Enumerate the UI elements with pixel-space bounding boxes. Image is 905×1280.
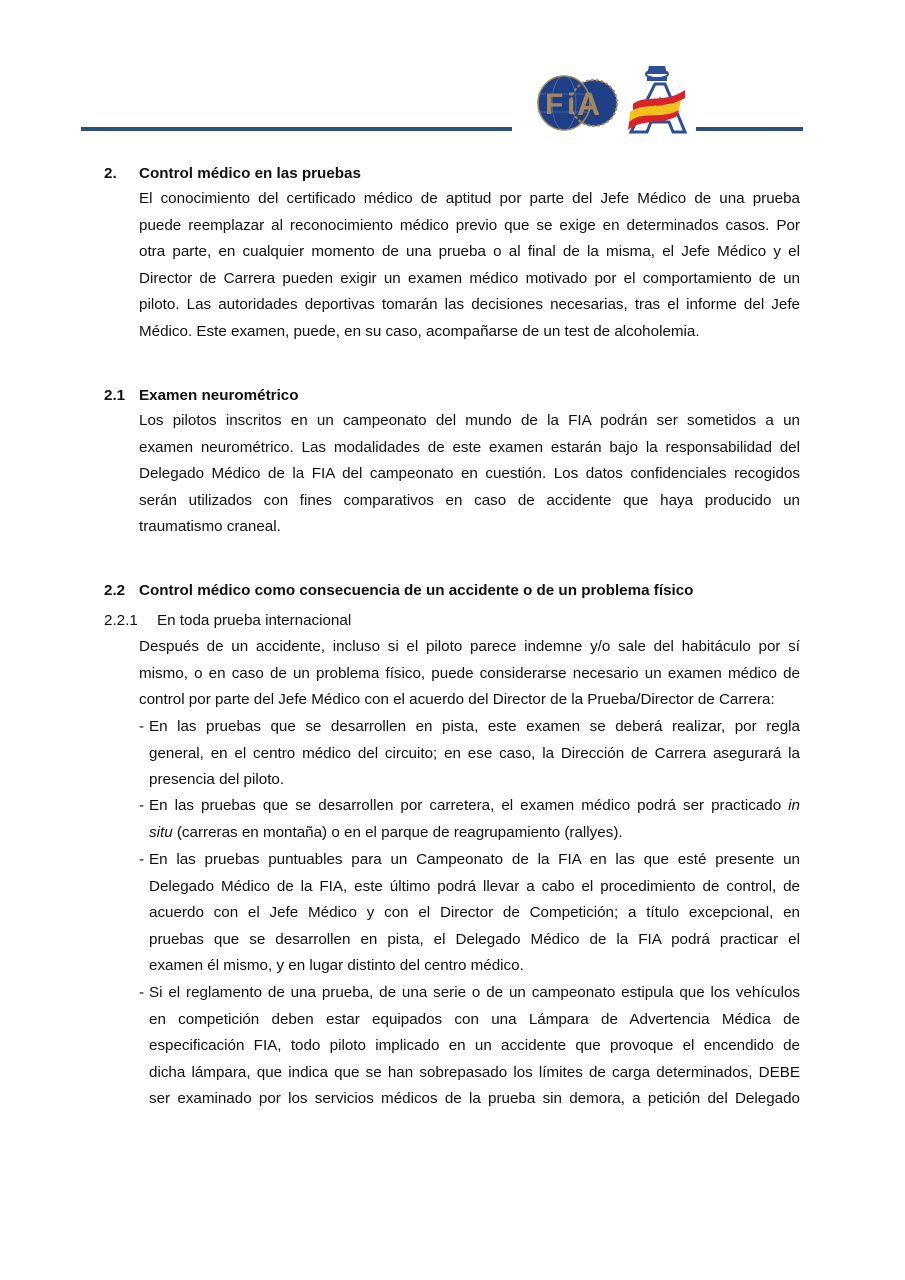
text-line: Si el reglamento de una prueba, de una serie o de un campeonato estipula que los vehículos <box>149 984 800 1001</box>
text-line: Médico. Este examen, puede, en su caso, acompañarse de un test de alcoholemia. <box>139 322 700 340</box>
text-line: En las pruebas puntuables para un Campeonato de la FIA en las que esté presente un <box>149 851 800 868</box>
bullet-dash: - <box>139 797 145 814</box>
text-line: examen él mismo, y en lugar distinto del centro médico. <box>149 957 524 974</box>
text-line: ser examinado por los servicios médicos de la prueba sin demora, a petición del Delegado <box>149 1090 800 1107</box>
subsection-title: En toda prueba internacional <box>157 612 352 629</box>
section-number: 2. <box>104 165 117 182</box>
text-line: control por parte del Jefe Médico con el acuerdo del Director de la Prueba/Director de Carrera: <box>139 691 775 708</box>
section-number: 2.2 <box>104 582 126 599</box>
section-body <box>139 634 800 714</box>
subsection-number: 2.2.1 <box>104 612 138 629</box>
text-line <box>139 793 800 820</box>
text-line: piloto. Las autoridades deportivas tomarán las decisiones necesarias, tras el informe del Jefe <box>139 296 800 313</box>
bullet-dash: - <box>139 851 145 868</box>
text-line: dicha lámpara, que indica que se han sobrepasado los límites de carga determinados, DEBE <box>149 1063 800 1081</box>
text-line: En las pruebas que se desarrollen en pista, este examen se deberá realizar, por regla <box>149 718 800 735</box>
section-title: Control médico como consecuencia de un accidente o de un problema físico <box>139 582 694 599</box>
svg-text:F: F <box>545 88 564 121</box>
bullet-dash: - <box>139 984 145 1001</box>
section-body <box>139 408 800 541</box>
text-line: pruebas que se desarrollen en pista, el Delegado Médico de la FIA podrá practicar el <box>149 930 800 948</box>
list-item <box>139 980 800 1113</box>
section-title: Control médico en las pruebas <box>139 165 361 182</box>
text-line: Director de Carrera pueden exigir un examen médico motivado por el comportamiento de un <box>139 269 800 287</box>
text-line <box>139 820 800 847</box>
text-line: otra parte, en cualquier momento de una prueba o al final de la misma, el Jefe Médico y el <box>139 243 800 260</box>
list-item <box>139 847 800 980</box>
fia-logo-icon <box>537 74 619 132</box>
text-line: especificación FIA, todo piloto implicado en un accidente que provoque el encendido de <box>149 1037 800 1054</box>
italic-run: in <box>788 797 800 814</box>
text-line: Delegado Médico de la FIA, este último podrá llevar a cabo el procedimiento de control, de <box>149 877 800 895</box>
text-line: acuerdo con el Jefe Médico y con el Director de Competición; a título excepcional, en <box>149 904 800 921</box>
header-rule-left <box>81 127 512 131</box>
text-run: (carreras en montaña) o en el parque de reagrupamiento (rallyes). <box>172 823 623 841</box>
text-line: mismo, o en caso de un problema físico, puede considerarse necesario un examen médico de <box>139 664 800 682</box>
text-line: presencia del piloto. <box>149 771 285 788</box>
text-line: Los pilotos inscritos en un campeonato del mundo de la FIA podrán ser sometidos a un <box>139 412 800 429</box>
text-line: general, en el centro médico del circuito; en ese caso, la Dirección de Carrera asegurará la <box>149 744 800 762</box>
text-line: Después de un accidente, incluso si el piloto parece indemne y/o sale del habitáculo por sí <box>139 638 800 655</box>
list-item <box>139 793 800 846</box>
italic-run: situ <box>149 823 173 841</box>
svg-text:i: i <box>567 88 576 121</box>
rfea-logo-icon <box>625 64 689 134</box>
text-line: El conocimiento del certificado médico de aptitud por parte del Jefe Médico de una prueba <box>139 190 800 207</box>
text-line: serán utilizados con fines comparativos en caso de accidente que haya producido un <box>139 491 800 509</box>
list-item <box>139 714 800 794</box>
text-line: examen neurométrico. Las modalidades de este examen estarán bajo la responsabilidad del <box>139 438 800 456</box>
bullet-dash: - <box>139 718 145 735</box>
text-line: traumatismo craneal. <box>139 518 281 535</box>
text-line: puede reemplazar al reconocimiento médico previo que se exige en determinados casos. Por <box>139 216 800 234</box>
section-body <box>139 186 800 345</box>
header-rule-right <box>696 127 803 131</box>
text-run: En las pruebas que se desarrollen por carretera, el examen médico podrá ser practicado <box>149 797 789 814</box>
section-number: 2.1 <box>104 387 126 404</box>
svg-text:A: A <box>577 86 601 122</box>
text-line: en competición deben estar equipados con una Lámpara de Advertencia Médica de <box>149 1010 800 1028</box>
section-title: Examen neurométrico <box>139 387 299 404</box>
text-line: Delegado Médico de la FIA del campeonato en cuestión. Los datos confidenciales recogidos <box>139 465 800 482</box>
